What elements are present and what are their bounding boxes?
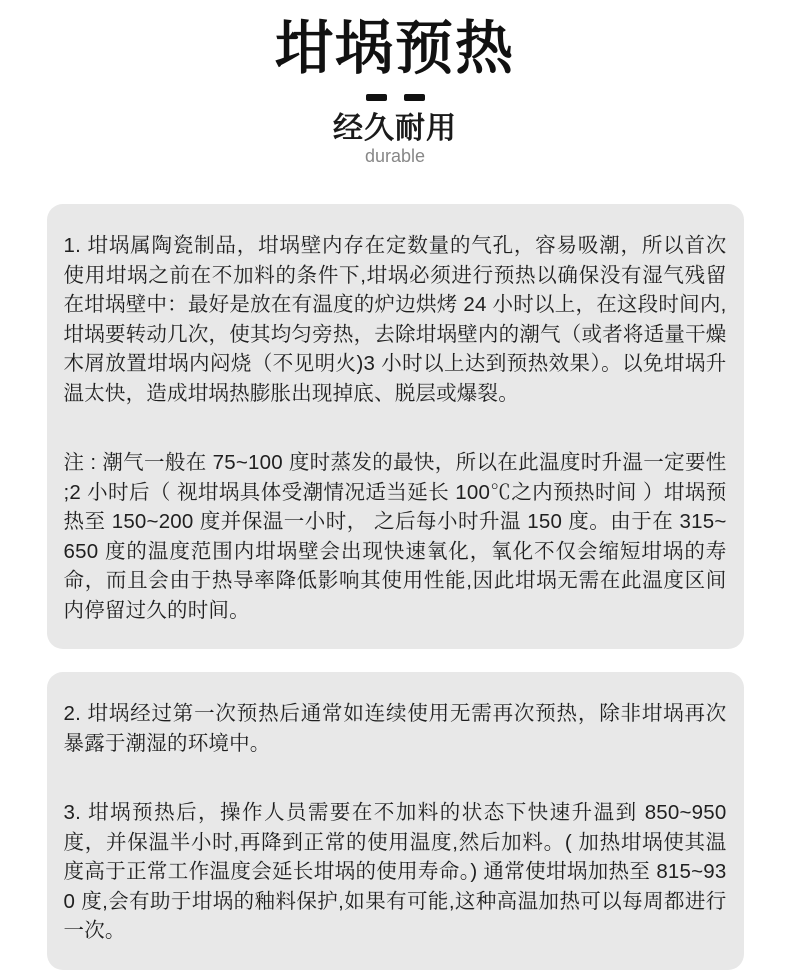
dash-icon bbox=[366, 94, 387, 101]
title-divider bbox=[0, 94, 790, 101]
info-box-additional-notes bbox=[47, 672, 744, 970]
dash-icon bbox=[404, 94, 425, 101]
subtitle: 经久耐用 bbox=[333, 111, 457, 145]
header bbox=[0, 0, 790, 166]
paragraph-step-3: 3. 坩埚预热后，操作人员需要在不加料的状态下快速升温到 850~950 度，并保温半小时,再降到正常的使用温度,然后加料。( 加热坩埚使其温度高于正常工作温度会延长坩埚的使用寿命。) 通常使坩埚加热至 815~930 度,会有助于坩埚的釉料保护,如果有可能,这种高温加热可以每周都进行一次。 bbox=[63, 801, 727, 943]
paragraph-step-2: 2. 坩埚经过第一次预热后通常如连续使用无需再次预热，除非坩埚再次暴露于潮湿的环境中。 bbox=[63, 702, 727, 755]
paragraph-step-1: 1. 坩埚属陶瓷制品，坩埚壁内存在定数量的气孔，容易吸潮，所以首次使用坩埚之前在不加料的条件下,坩埚必须进行预热以确保没有湿气残留在坩埚壁中：最好是放在有温度的炉边烘烤 24 小时以上，在这段时间内,坩埚要转动几次，使其均匀旁热，去除坩埚壁内的潮气（或者将适量干燥木屑放置坩埚内闷烧（不见明火)3 小时以上达到预热效果）。以免坩埚升温太快，造成坩埚热膨胀出现掉底、脱层或爆裂。 bbox=[63, 234, 727, 405]
subtitle-english: durable bbox=[364, 145, 426, 166]
page-title: 坩埚预热 bbox=[274, 16, 515, 81]
paragraph-note: 注 : 潮气一般在 75~100 度时蒸发的最快，所以在此温度时升温一定要性 ;2 小时后（ 视坩埚具体受潮情况适当延长 100℃之内预热时间 ）坩埚预热至 150~200 度并保温一小时， 之后每小时升温 150 度。由于在 315~650 度的温度范围内坩埚壁会出现快速氧化，氧化不仅会缩短坩埚的寿命，而且会由于热导率降低影响其使用性能,因此坩埚无需在此温度区间内停留过久的时间。 bbox=[63, 451, 727, 622]
info-box-preheat-instructions bbox=[47, 204, 744, 649]
